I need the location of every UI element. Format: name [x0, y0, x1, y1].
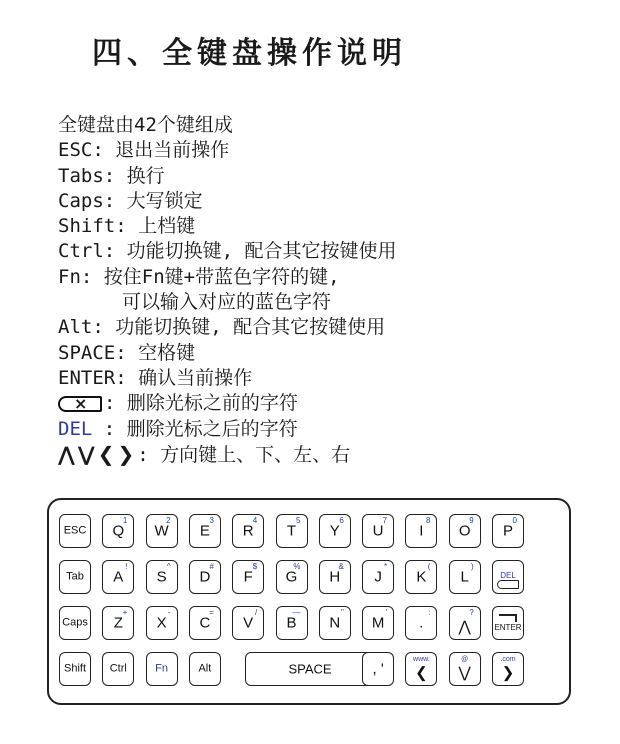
key-b-secondary-char: —: [292, 608, 301, 617]
key-right-arrow-secondary-char: .com: [500, 656, 516, 663]
key-down-arrow-secondary-char: @: [461, 656, 469, 663]
key-alt-label: Alt: [198, 662, 212, 675]
key-v[interactable]: [232, 606, 264, 640]
key-z-label: Z: [113, 614, 123, 632]
key-d[interactable]: [189, 560, 221, 594]
enter-line: ENTER: 确认当前操作: [58, 366, 253, 389]
key-fn[interactable]: [146, 652, 178, 686]
key-r[interactable]: [232, 514, 264, 548]
key-e-label: E: [199, 522, 210, 540]
key-n-label: N: [329, 614, 341, 632]
key-enter-label: ENTER: [494, 623, 522, 632]
key-r-secondary-char: 4: [252, 516, 258, 525]
key-i-label: I: [419, 522, 424, 540]
key-t[interactable]: [276, 514, 308, 548]
key-up-arrow-secondary-char: ?: [469, 608, 474, 617]
key-i[interactable]: [405, 514, 437, 548]
key-w[interactable]: [146, 514, 178, 548]
key-comma[interactable]: [362, 652, 394, 686]
key-b-label: B: [286, 614, 297, 632]
key-p-label: P: [502, 522, 513, 540]
key-del[interactable]: [492, 560, 524, 594]
key-n[interactable]: [319, 606, 351, 640]
alt-line: Alt: 功能切换键, 配合其它按键使用: [58, 316, 386, 339]
key-ctrl[interactable]: [102, 652, 134, 686]
key-shift[interactable]: [59, 652, 91, 686]
space-line: SPACE: 空格键: [58, 341, 196, 364]
key-j[interactable]: [362, 560, 394, 594]
fn-line-continued: 可以输入对应的蓝色字符: [122, 291, 332, 314]
arrows-line: [58, 442, 603, 467]
key-u[interactable]: [362, 514, 394, 548]
key-period[interactable]: [405, 606, 437, 640]
key-y-label: Y: [329, 522, 340, 540]
key-a-label: A: [113, 568, 124, 586]
key-l[interactable]: [449, 560, 481, 594]
key-k-label: K: [416, 568, 427, 586]
key-z[interactable]: [102, 606, 134, 640]
key-comma-label: , ': [372, 660, 384, 678]
key-caps[interactable]: [59, 606, 91, 640]
intro-line: 全键盘由42个键组成: [58, 114, 233, 136]
key-esc-label: ESC: [63, 524, 87, 537]
key-enter[interactable]: [492, 606, 524, 640]
del-key-label: DEL: [58, 417, 93, 440]
key-t-secondary-char: 5: [296, 516, 301, 525]
key-x-secondary-char: -: [167, 608, 171, 617]
key-k-secondary-char: (: [427, 562, 431, 571]
key-e[interactable]: [189, 514, 221, 548]
key-down-arrow[interactable]: [449, 652, 481, 686]
key-tab[interactable]: [59, 560, 91, 594]
key-x[interactable]: [146, 606, 178, 640]
caps-line: Caps: 大写锁定: [58, 189, 203, 212]
key-del-label: DEL: [500, 571, 516, 580]
enter-icon: [499, 614, 517, 622]
key-h[interactable]: [319, 560, 351, 594]
tabs-line: Tabs: 换行: [58, 164, 165, 187]
key-caps-label: Caps: [62, 616, 88, 629]
key-y-secondary-char: 6: [339, 516, 344, 525]
key-l-secondary-char: ): [471, 562, 474, 571]
del-desc: : 删除光标之后的字符: [92, 417, 298, 440]
key-s[interactable]: [146, 560, 178, 594]
key-u-label: U: [372, 522, 384, 540]
key-y[interactable]: [319, 514, 351, 548]
arrows-desc: : 方向键上、下、左、右: [137, 443, 351, 466]
esc-line: ESC: 退出当前操作: [58, 139, 230, 162]
key-s-label: S: [156, 568, 167, 586]
key-m[interactable]: [362, 606, 394, 640]
ctrl-line: Ctrl: 功能切换键, 配合其它按键使用: [58, 240, 397, 263]
key-c-secondary-char: =: [209, 608, 214, 617]
key-g-secondary-char: %: [293, 562, 301, 571]
key-shift-label: Shift: [63, 662, 86, 675]
key-n-secondary-char: ": [340, 608, 344, 617]
key-alt[interactable]: [189, 652, 221, 686]
key-a-secondary-char: !: [125, 562, 128, 571]
key-q[interactable]: [102, 514, 134, 548]
key-o-secondary-char: 9: [469, 516, 474, 525]
key-j-secondary-char: *: [383, 562, 388, 571]
key-c-label: C: [199, 614, 211, 632]
arrow-keys-icon: ⋀⋁❮❯: [58, 441, 138, 466]
key-h-label: H: [329, 568, 341, 586]
page-title: 四、全键盘操作说明: [92, 36, 407, 71]
key-g-label: G: [285, 568, 298, 586]
key-b[interactable]: [276, 606, 308, 640]
key-q-secondary-char: 1: [122, 516, 128, 525]
key-p[interactable]: [492, 514, 524, 548]
key-c[interactable]: [189, 606, 221, 640]
backspace-icon: [58, 396, 102, 412]
key-left-arrow-secondary-char: www.: [413, 656, 430, 663]
keyboard-diagram: [47, 498, 571, 705]
key-left-arrow[interactable]: [405, 652, 437, 686]
key-right-arrow-label: ❯: [501, 664, 515, 682]
key-u-secondary-char: 7: [382, 516, 388, 525]
key-space-label: SPACE: [288, 661, 332, 677]
key-left-arrow-label: ❮: [415, 664, 428, 682]
key-d-secondary-char: #: [209, 562, 214, 571]
key-r-label: R: [242, 522, 254, 540]
key-m-label: M: [371, 614, 385, 632]
key-down-arrow-label: ⋁: [458, 664, 471, 682]
key-space[interactable]: [245, 652, 375, 686]
key-w-label: W: [154, 522, 169, 540]
key-v-label: V: [243, 614, 254, 632]
backspace-desc: : 删除光标之前的字符: [104, 392, 298, 415]
key-p-secondary-char: 0: [512, 516, 517, 525]
key-s-secondary-char: ^: [166, 562, 171, 571]
shift-line: Shift: 上档键: [58, 215, 196, 238]
key-l-label: L: [460, 568, 469, 586]
key-right-arrow[interactable]: [492, 652, 524, 686]
key-o[interactable]: [449, 514, 481, 548]
backspace-icon: [497, 580, 519, 589]
key-f-label: F: [243, 568, 253, 586]
backspace-line: [58, 391, 603, 416]
key-k[interactable]: [405, 560, 437, 594]
key-v-secondary-char: /: [254, 608, 258, 617]
key-up-arrow[interactable]: [449, 606, 481, 640]
key-esc[interactable]: [59, 514, 91, 548]
key-t-label: T: [286, 522, 297, 540]
key-x-label: X: [156, 614, 167, 632]
key-up-arrow-label: ⋀: [458, 618, 471, 636]
key-fn-label: Fn: [155, 662, 169, 675]
key-m-secondary-char: ': [385, 608, 388, 617]
key-o-label: O: [458, 522, 471, 540]
key-i-secondary-char: 8: [425, 516, 431, 525]
key-q-label: Q: [112, 522, 125, 540]
del-line: [58, 417, 603, 442]
key-w-secondary-char: 2: [166, 516, 171, 525]
key-d-label: D: [199, 568, 211, 586]
key-ctrl-label: Ctrl: [109, 662, 127, 675]
key-descriptions: [58, 113, 603, 467]
key-period-label: .: [419, 614, 424, 632]
fn-line: Fn: 按住Fn键+带蓝色字符的键,: [58, 265, 340, 288]
key-e-secondary-char: 3: [209, 516, 214, 525]
key-f[interactable]: [232, 560, 264, 594]
key-j-label: J: [374, 568, 382, 586]
key-z-secondary-char: +: [122, 608, 128, 617]
key-g[interactable]: [276, 560, 308, 594]
key-h-secondary-char: &: [338, 562, 344, 571]
key-tab-label: Tab: [66, 570, 84, 583]
key-a[interactable]: [102, 560, 134, 594]
key-f-secondary-char: $: [252, 562, 258, 571]
key-period-secondary-char: :: [428, 608, 431, 617]
